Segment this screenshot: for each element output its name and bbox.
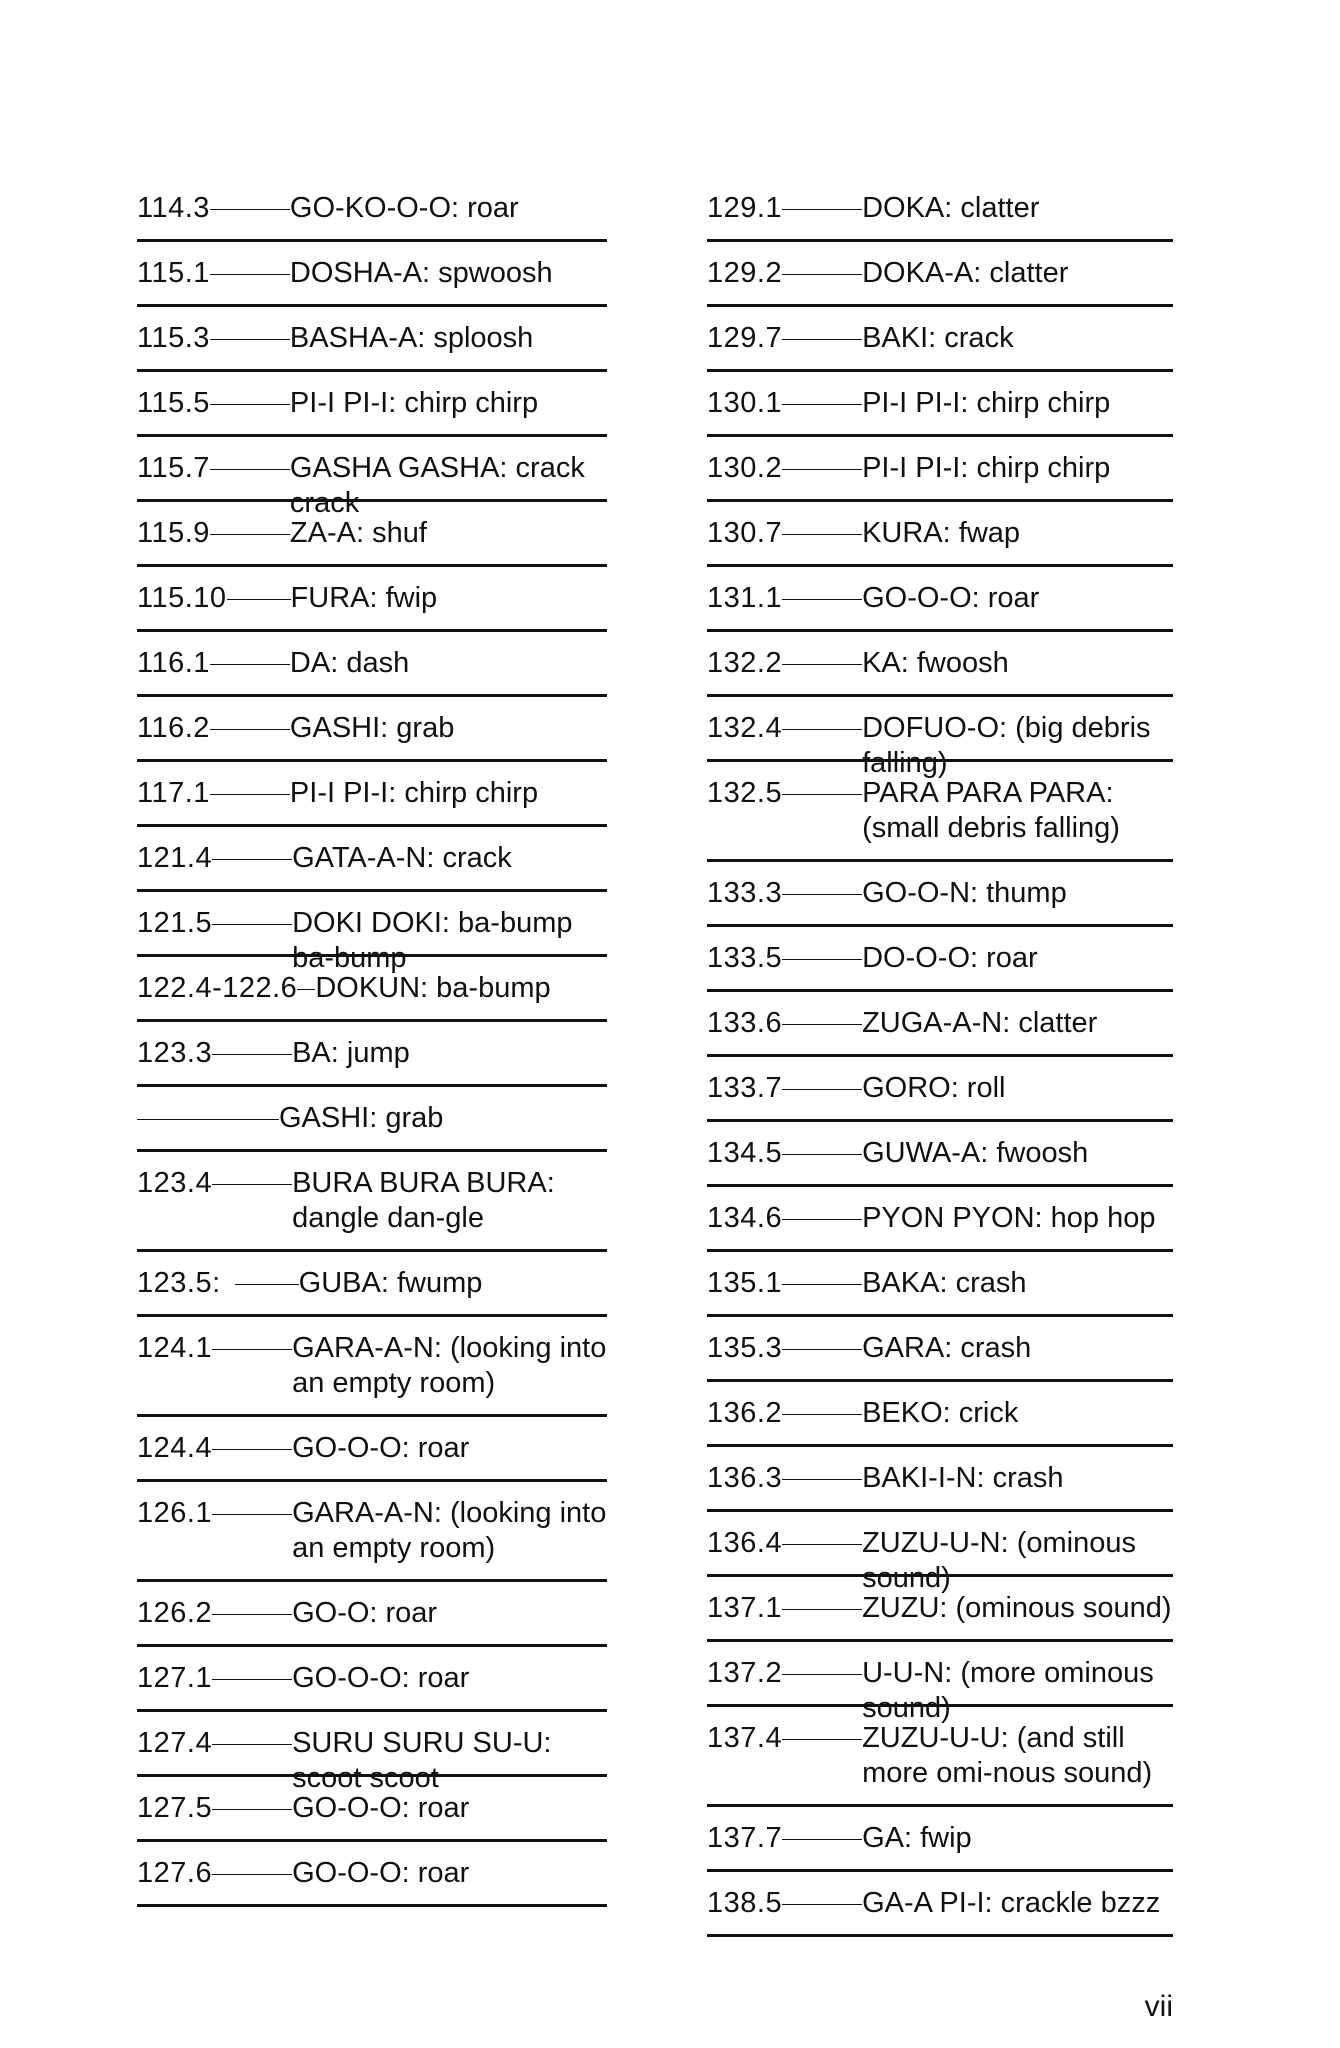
leader-dash — [782, 1479, 862, 1480]
sound-effect-text: GATA-A-N: crack — [292, 842, 512, 874]
glossary-entry — [137, 1842, 607, 1907]
page-reference: 127.4 — [137, 1727, 213, 1759]
page-reference: 131.1 — [707, 582, 783, 614]
sound-effect-text: DOKA: clatter — [862, 192, 1040, 224]
sound-effect-text: PI-I PI-I: chirp chirp — [289, 387, 539, 419]
leader-dash — [782, 1284, 862, 1285]
sound-effect-text: DA: dash — [289, 647, 410, 679]
leader-dash — [210, 664, 290, 665]
leader-dash — [212, 1184, 292, 1185]
page-reference: 116.1 — [137, 647, 210, 679]
sound-effect-text: GA: fwip — [862, 1822, 972, 1854]
leader-dash — [782, 1024, 862, 1025]
page-reference: 134.5 — [707, 1137, 783, 1169]
glossary-entry — [137, 1417, 607, 1482]
leader-dash — [782, 794, 862, 795]
sound-effect-text: GO-O-O: roar — [292, 1857, 470, 1889]
page-reference: 135.3 — [707, 1332, 783, 1364]
glossary-entry — [707, 567, 1173, 632]
page-reference: 115.9 — [137, 517, 210, 549]
leader-dash — [212, 859, 292, 860]
leader-dash — [235, 1284, 299, 1285]
sound-effect-text: DOKI DOKI: ba-bump ba-bump — [292, 907, 573, 974]
sound-effect-text: GO-O-O: roar — [292, 1792, 470, 1824]
leader-dash — [210, 404, 290, 405]
glossary-entry — [707, 1382, 1173, 1447]
leader-dash — [782, 274, 862, 275]
page-reference: 124.1 — [137, 1332, 213, 1364]
sound-effect-text: GO-O: roar — [292, 1597, 438, 1629]
glossary-entry — [707, 1642, 1173, 1724]
page-reference: 127.1 — [137, 1662, 213, 1694]
sound-effect-text: GA-A PI-I: crackle bzzz — [862, 1887, 1161, 1919]
glossary-entry — [707, 372, 1173, 437]
leader-dash — [212, 1054, 292, 1055]
glossary-entry — [137, 827, 607, 892]
leader-dash — [782, 1674, 862, 1675]
leader-dash — [212, 1874, 292, 1875]
leader-dash — [212, 1614, 292, 1615]
leader-dash — [782, 339, 862, 340]
sound-effect-text: DO-O-O: roar — [862, 942, 1038, 974]
page-reference: 133.3 — [707, 877, 783, 909]
sound-effect-text: PYON PYON: hop hop — [862, 1202, 1156, 1234]
page-reference: 132.4 — [707, 712, 783, 744]
leader-dash — [212, 924, 292, 925]
leader-dash — [782, 1609, 862, 1610]
sound-effect-text: DOFUO-O: (big debris falling) — [862, 712, 1151, 779]
page-reference: 137.7 — [707, 1822, 783, 1854]
page-reference: 114.3 — [137, 192, 210, 224]
glossary-entry — [137, 567, 607, 632]
leader-dash — [782, 729, 862, 730]
glossary-entry — [707, 177, 1173, 242]
sound-effect-text: DOKA-A: clatter — [862, 257, 1069, 289]
leader-dash — [297, 989, 315, 990]
leader-dash — [782, 1219, 862, 1220]
glossary-entry — [137, 437, 607, 519]
page-reference: 123.3 — [137, 1037, 213, 1069]
glossary-entry — [707, 992, 1173, 1057]
leader-dash — [782, 1089, 862, 1090]
sound-effect-text: GO-O-O: roar — [862, 582, 1040, 614]
page-reference: 115.5 — [137, 387, 210, 419]
leader-dash — [212, 1514, 292, 1515]
sound-effect-text: ZUZU-U-U: (and still more omi-nous sound) — [862, 1722, 1153, 1789]
glossary-entry — [137, 1087, 607, 1152]
page-reference: 123.5: — [137, 1267, 221, 1299]
glossary-entry — [707, 1447, 1173, 1512]
page-reference: 136.3 — [707, 1462, 783, 1494]
sound-effect-text: GARA: crash — [862, 1332, 1032, 1364]
sound-effect-text: BURA BURA BURA: dangle dan-gle — [292, 1167, 555, 1234]
glossary-entry — [137, 307, 607, 372]
leader-dash — [782, 894, 862, 895]
page-reference: 132.5 — [707, 777, 783, 809]
sound-effect-text: GORO: roll — [862, 1072, 1006, 1104]
page-reference: 129.2 — [707, 257, 783, 289]
page-reference: 134.6 — [707, 1202, 783, 1234]
glossary-entry — [707, 437, 1173, 502]
leader-dash — [210, 794, 290, 795]
sound-effect-text: DOSHA-A: spwoosh — [289, 257, 553, 289]
page-reference: 138.5 — [707, 1887, 783, 1919]
leader-dash — [212, 1809, 292, 1810]
page-reference: 129.1 — [707, 192, 783, 224]
glossary-entry — [707, 1122, 1173, 1187]
sound-effect-text: GO-O-O: roar — [292, 1662, 470, 1694]
page-reference: 116.2 — [137, 712, 210, 744]
page-reference: 133.5 — [707, 942, 783, 974]
glossary-entry — [137, 632, 607, 697]
glossary-entry — [707, 762, 1173, 862]
page-reference: 122.4-122.6 — [137, 972, 298, 1004]
sound-effect-text: PI-I PI-I: chirp chirp — [289, 777, 539, 809]
leader-dash — [212, 1449, 292, 1450]
page-reference: 124.4 — [137, 1432, 213, 1464]
leader-dash — [227, 599, 291, 600]
leader-dash — [137, 1119, 279, 1120]
leader-dash — [210, 209, 290, 210]
sound-effect-text: PARA PARA PARA: (small debris falling) — [862, 777, 1120, 844]
leader-dash — [210, 274, 290, 275]
page-reference: 133.6 — [707, 1007, 783, 1039]
leader-dash — [782, 1544, 862, 1545]
glossary-entry — [707, 1807, 1173, 1872]
glossary-entry — [137, 1252, 607, 1317]
leader-dash — [782, 1414, 862, 1415]
glossary-entry — [137, 762, 607, 827]
page-reference: 130.2 — [707, 452, 783, 484]
left-column — [137, 177, 607, 1907]
page-reference: 130.7 — [707, 517, 783, 549]
glossary-entry — [137, 372, 607, 437]
leader-dash — [212, 1349, 292, 1350]
leader-dash — [782, 1904, 862, 1905]
glossary-entry — [137, 242, 607, 307]
page-number: vii — [1144, 1990, 1173, 2023]
sound-effect-text: GARA-A-N: (looking into an empty room) — [292, 1497, 607, 1564]
sound-effect-text: SURU SURU SU-U: scoot scoot — [292, 1727, 552, 1794]
glossary-entry — [707, 632, 1173, 697]
page-reference: 136.4 — [707, 1527, 783, 1559]
glossary-entry — [137, 1317, 607, 1417]
sound-effect-text: BA: jump — [292, 1037, 410, 1069]
leader-dash — [782, 959, 862, 960]
glossary-entry — [137, 177, 607, 242]
leader-dash — [782, 209, 862, 210]
page-reference: 117.1 — [137, 777, 210, 809]
sound-effect-text: BAKA: crash — [862, 1267, 1027, 1299]
sound-effect-text: GUBA: fwump — [298, 1267, 483, 1299]
sound-effect-text: KA: fwoosh — [862, 647, 1009, 679]
page-reference: 127.5 — [137, 1792, 213, 1824]
page-reference: 123.4 — [137, 1167, 213, 1199]
leader-dash — [210, 729, 290, 730]
page-reference: 132.2 — [707, 647, 783, 679]
sound-effect-text: DOKUN: ba-bump — [315, 972, 551, 1004]
page-reference: 129.7 — [707, 322, 783, 354]
page-reference: 130.1 — [707, 387, 783, 419]
page-reference: 115.7 — [137, 452, 210, 484]
glossary-entry — [707, 307, 1173, 372]
sound-effect-text: U-U-N: (more ominous sound) — [862, 1657, 1154, 1724]
page-reference: 127.6 — [137, 1857, 213, 1889]
sound-effect-text: GO-O-N: thump — [862, 877, 1067, 909]
sound-effect-text: GO-O-O: roar — [292, 1432, 470, 1464]
sound-effect-text: GO-KO-O-O: roar — [289, 192, 519, 224]
sound-effect-text: PI-I PI-I: chirp chirp — [862, 452, 1111, 484]
leader-dash — [782, 1349, 862, 1350]
leader-dash — [782, 1154, 862, 1155]
sound-effect-text: ZA-A: shuf — [289, 517, 427, 549]
sound-effect-text: BAKI: crack — [862, 322, 1014, 354]
glossary-entry — [707, 1512, 1173, 1594]
glossary-entry — [137, 1152, 607, 1252]
page-reference: 133.7 — [707, 1072, 783, 1104]
glossary-entry — [137, 892, 607, 974]
glossary-entry — [707, 1317, 1173, 1382]
leader-dash — [212, 1679, 292, 1680]
glossary-entry — [707, 1057, 1173, 1122]
glossary-entry — [707, 1187, 1173, 1252]
glossary-entry — [707, 927, 1173, 992]
page-reference: 126.1 — [137, 1497, 213, 1529]
page-reference: 121.5 — [137, 907, 213, 939]
page-reference: 137.2 — [707, 1657, 783, 1689]
leader-dash — [782, 404, 862, 405]
leader-dash — [782, 1739, 862, 1740]
glossary-entry — [707, 1707, 1173, 1807]
glossary-entry — [707, 1252, 1173, 1317]
sound-effect-text: BAKI-I-N: crash — [862, 1462, 1064, 1494]
leader-dash — [782, 1839, 862, 1840]
page-reference: 121.4 — [137, 842, 213, 874]
leader-dash — [210, 339, 290, 340]
sound-effect-text: GASHI: grab — [279, 1102, 444, 1134]
glossary-entry — [137, 1582, 607, 1647]
sound-effect-text: PI-I PI-I: chirp chirp — [862, 387, 1111, 419]
glossary-entry — [707, 502, 1173, 567]
sound-effect-text: KURA: fwap — [862, 517, 1021, 549]
glossary-entry — [137, 1647, 607, 1712]
sound-effect-text: ZUGA-A-N: clatter — [862, 1007, 1098, 1039]
page-reference: 135.1 — [707, 1267, 783, 1299]
glossary-entry — [707, 242, 1173, 307]
glossary-entry — [707, 862, 1173, 927]
sound-effect-text: FURA: fwip — [290, 582, 438, 614]
leader-dash — [210, 469, 290, 470]
glossary-entry — [137, 1482, 607, 1582]
page-reference: 115.3 — [137, 322, 210, 354]
sound-effect-text: GASHA GASHA: crack crack — [289, 452, 585, 519]
sound-effect-text: GUWA-A: fwoosh — [862, 1137, 1089, 1169]
right-column — [707, 177, 1173, 1937]
leader-dash — [212, 1744, 292, 1745]
leader-dash — [782, 534, 862, 535]
sound-effect-text: ZUZU: (ominous sound) — [862, 1592, 1172, 1624]
leader-dash — [782, 664, 862, 665]
leader-dash — [210, 534, 290, 535]
sound-effect-text: GARA-A-N: (looking into an empty room) — [292, 1332, 607, 1399]
leader-dash — [782, 599, 862, 600]
glossary-entry — [707, 697, 1173, 779]
leader-dash — [782, 469, 862, 470]
page-reference: 126.2 — [137, 1597, 213, 1629]
glossary-entry — [137, 1022, 607, 1087]
glossary-entry — [137, 1712, 607, 1794]
page-reference: 115.10 — [137, 582, 227, 614]
sound-effect-text: GASHI: grab — [289, 712, 455, 744]
sound-effect-text: BASHA-A: sploosh — [289, 322, 534, 354]
sound-effect-text: ZUZU-U-N: (ominous sound) — [862, 1527, 1136, 1594]
page-reference: 137.4 — [707, 1722, 783, 1754]
page-reference: 137.1 — [707, 1592, 783, 1624]
page-reference: 115.1 — [137, 257, 210, 289]
page-reference: 136.2 — [707, 1397, 783, 1429]
glossary-entry — [707, 1872, 1173, 1937]
sound-effect-text: BEKO: crick — [862, 1397, 1019, 1429]
glossary-entry — [137, 697, 607, 762]
